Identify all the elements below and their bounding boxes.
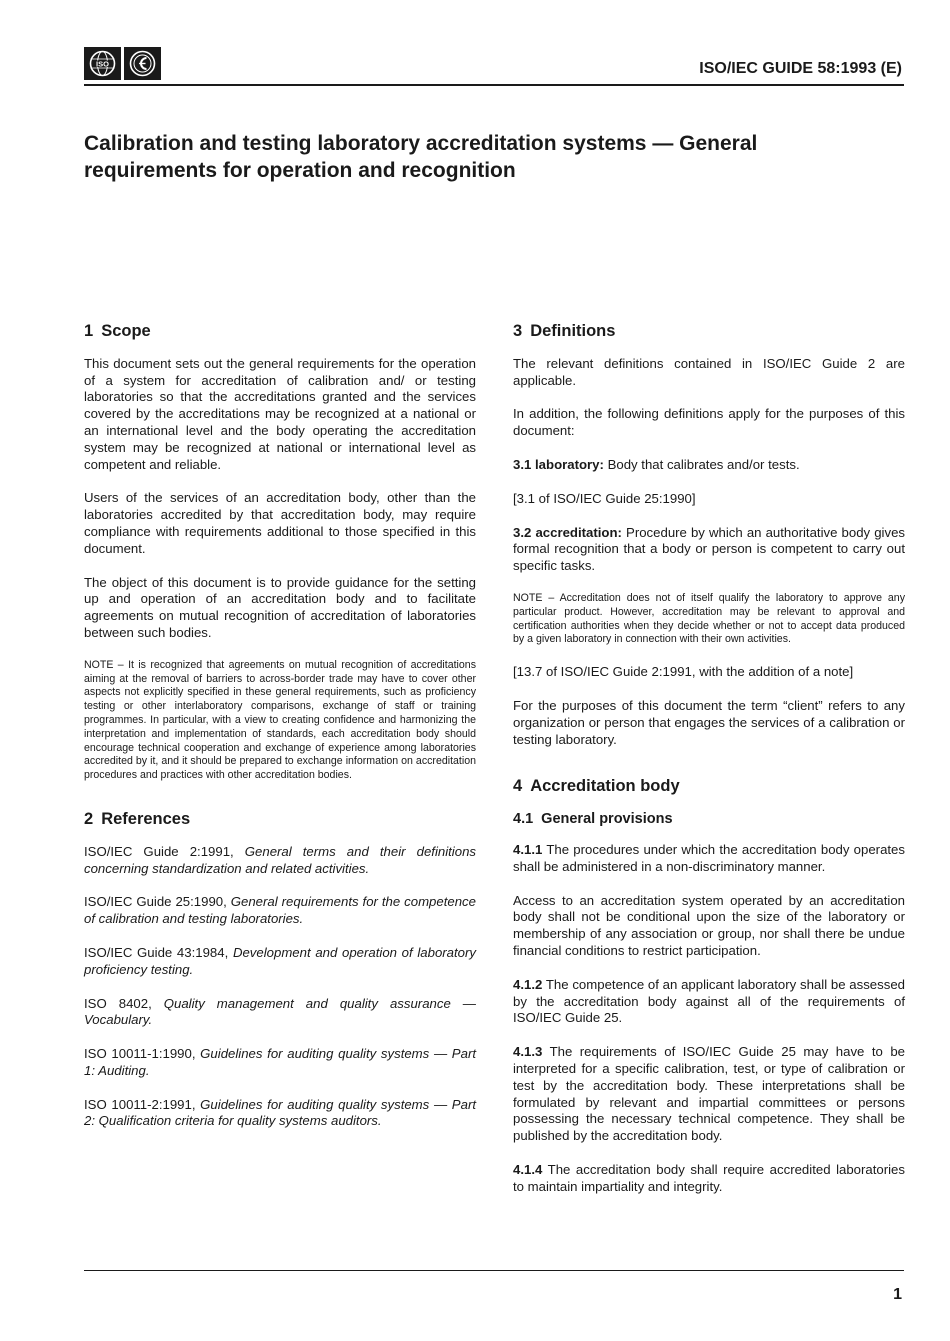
clause-text: The requirements of ISO/IEC Guide 25 may have to be interpreted for a specific calibration, test, or type of calibration or test by the accreditation body. These interpretations shall be formulated by relevant and impartial committees or persons possessing the necessary technical competence. They shall be published by the accreditation body. — [513, 1044, 905, 1144]
clause-text: The competence of an applicant laboratory shall be assessed by the accreditation body against all of the requirements of ISO/IEC Guide 25. — [513, 976, 905, 1026]
iec-logo-icon — [124, 47, 161, 80]
clause-number: 4.1.2 — [513, 976, 543, 992]
reference-code: ISO 8402, — [84, 995, 164, 1011]
reference-title: Quality management and quality assurance — Vocabulary. — [84, 995, 476, 1028]
scope-note: NOTE – It is recognized that agreements on mutual recognition of accreditations aiming at the removal of barriers to across-border trade may have to cover other aspects not explicitly specified in these general requirements, such as proficiency testing or other interlaboratory comparisons, exchange of staff or training programmes. In particular, with a view to creating confidence and harmonizing the interpretation and implementation of standards, each accreditation body should encourage technical cooperation and exchange of experience among laboratories accredited by it, and it should be prepared to exchange information on accreditation procedures and practices with other accreditation bodies. — [84, 658, 476, 782]
definition-accreditation — [513, 525, 905, 575]
definitions-note: NOTE – Accreditation does not of itself qualify the laboratory to approve any particular product. However, accreditation may be relevant to approval and certification authorities when they decide whether or not to accept data produced by a given laboratory in connection with their own activities. — [513, 591, 905, 646]
reference-code: ISO 10011-2:1991, — [84, 1096, 201, 1112]
section-number: 2 — [84, 809, 94, 828]
defined-term: laboratory: — [535, 456, 604, 472]
section-number: 4 — [513, 777, 523, 796]
subsection-4-1-heading — [513, 811, 905, 828]
clause-4-1-1-paragraph-2: Access to an accreditation system operated by an accreditation body shall not be conditional upon the size of the laboratory or membership of any association or group, nor shall there be undue financial conditions to restrict participation. — [513, 892, 905, 958]
reference-title: General terms and their definitions concerning standardization and related activities. — [84, 843, 476, 876]
reference-item — [84, 996, 476, 1030]
reference-title: General requirements for the competence of calibration and testing laboratories. — [84, 894, 476, 927]
iso-logo-icon — [84, 47, 121, 80]
clause-4-1-3 — [513, 1044, 905, 1145]
definition-source: [13.7 of ISO/IEC Guide 2:1991, with the addition of a note] — [513, 664, 854, 680]
definition-text: Procedure by which an authoritative body gives formal recognition that a body or person is competent to carry out specific tasks. — [513, 524, 906, 574]
defined-term: accreditation: — [535, 524, 622, 540]
section-4-heading — [513, 778, 905, 795]
clause-number: 3.1 — [513, 456, 532, 472]
section-title: Accreditation body — [530, 777, 680, 796]
section-number: 1 — [84, 322, 94, 340]
definition-text: Body that calibrates and/or tests. — [603, 456, 800, 472]
clause-4-1-4 — [513, 1162, 905, 1196]
section-title: References — [101, 809, 191, 828]
header-rule — [84, 84, 904, 86]
scope-paragraph-1: This document sets out the general requirements for the operation of a system for accreditation of calibration and/ or testing laboratories so that the accreditations granted and the services covered by the accreditations may be recognized at a national or an international level and the body operating the accreditation system may be recognized at national or international level as competent and reliable. — [84, 355, 476, 472]
section-title: Definitions — [530, 322, 616, 340]
section-3-heading — [513, 323, 905, 340]
section-number: 3 — [513, 322, 523, 340]
definition-source: [3.1 of ISO/IEC Guide 25:1990] — [513, 490, 696, 506]
reference-item — [84, 1097, 476, 1131]
definitions-paragraph-3: For the purposes of this document the term “client” refers to any organization or person that engages the services of a calibration or testing laboratory. — [513, 697, 905, 747]
definitions-paragraph-2: In addition, the following definitions apply for the purposes of this document: — [513, 406, 905, 439]
reference-item — [84, 894, 476, 928]
definition-laboratory — [513, 457, 905, 474]
reference-title: Guidelines for auditing quality systems — Part 2: Qualification criteria for quality systems auditors. — [84, 1096, 476, 1129]
reference-title: Development and operation of laboratory proficiency testing. — [84, 944, 476, 977]
reference-code: ISO 10011-1:1990, — [84, 1046, 201, 1062]
page-number: 1 — [893, 1286, 902, 1303]
subsection-title: General provisions — [541, 811, 673, 828]
document-title: Calibration and testing laboratory accreditation systems — General requirements for operation and recognition — [84, 132, 758, 182]
reference-item — [84, 945, 476, 979]
footer-rule — [84, 1270, 904, 1271]
definitions-paragraph-1: The relevant definitions contained in ISO/IEC Guide 2 are applicable. — [513, 355, 905, 388]
clause-number: 4.1.1 — [513, 841, 543, 857]
clause-text: The procedures under which the accreditation body operates shall be administered in a non-discriminatory manner. — [513, 841, 905, 874]
right-column — [513, 323, 905, 1212]
section-1-heading — [84, 323, 476, 340]
section-2-heading — [84, 811, 476, 828]
standards-logos — [84, 47, 161, 80]
clause-4-1-1 — [513, 842, 905, 876]
subsection-number: 4.1 — [513, 811, 534, 828]
clause-number: 3.2 — [513, 524, 532, 540]
reference-item — [84, 1046, 476, 1080]
reference-code: ISO/IEC Guide 43:1984, — [84, 944, 233, 960]
reference-title: Guidelines for auditing quality systems — Part 1: Auditing. — [84, 1046, 476, 1078]
section-title: Scope — [101, 322, 151, 340]
document-identifier: ISO/IEC GUIDE 58:1993 (E) — [699, 60, 902, 77]
left-column — [84, 323, 476, 1147]
reference-code: ISO/IEC Guide 2:1991, — [84, 843, 245, 859]
clause-number: 4.1.3 — [513, 1044, 543, 1060]
reference-code: ISO/IEC Guide 25:1990, — [84, 894, 231, 910]
reference-item — [84, 844, 476, 878]
clause-4-1-2 — [513, 977, 905, 1027]
scope-paragraph-2: Users of the services of an accreditation body, other than the laboratories accredited by that accreditation body, may require compliance with requirements additional to those specified in this document. — [84, 490, 476, 556]
scope-paragraph-3: The object of this document is to provide guidance for the setting up and operation of an accreditation body and to facilitate agreements on mutual recognition of accreditation of laboratories between such bodies. — [84, 574, 476, 640]
clause-text: The accreditation body shall require accredited laboratories to maintain impartiality and integrity. — [513, 1161, 905, 1194]
clause-number: 4.1.4 — [513, 1161, 543, 1177]
svg-text:ISO: ISO — [96, 59, 109, 69]
